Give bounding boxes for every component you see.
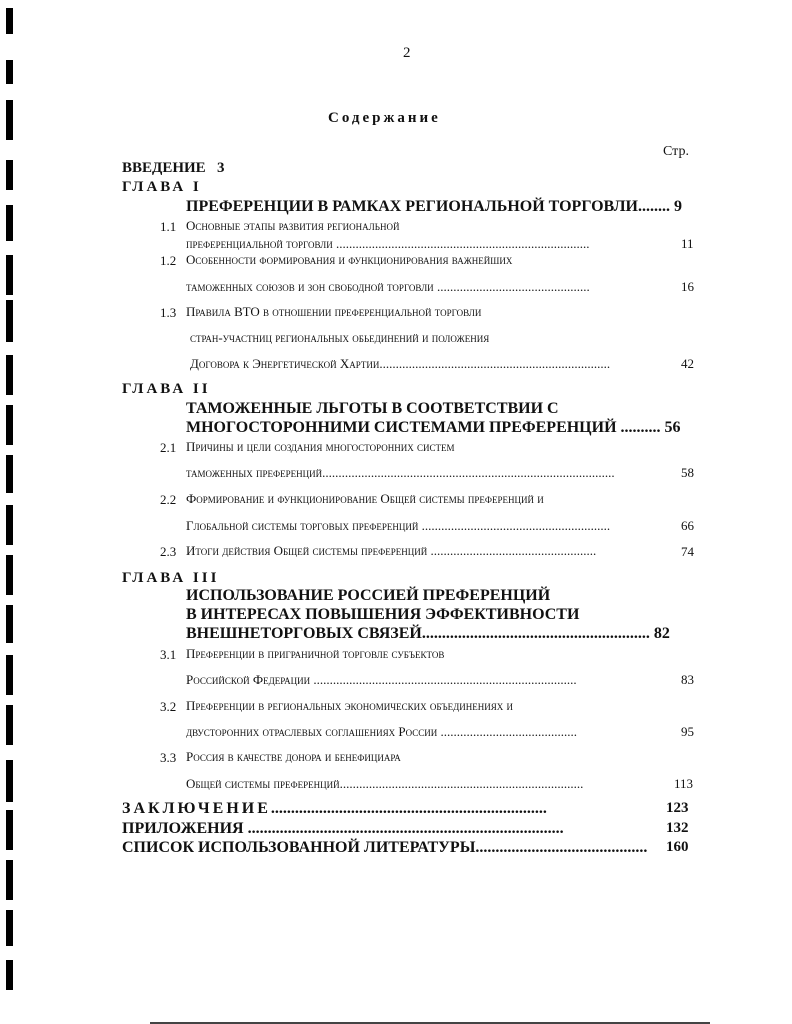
section-3-3-page: 113	[674, 776, 694, 791]
chapter3-title-line1: ИСПОЛЬЗОВАНИЕ РОССИЕЙ ПРЕФЕРЕНЦИЙ	[186, 587, 551, 604]
introduction-label: ВВЕДЕНИЕ	[122, 160, 206, 176]
section-3-1-line1: Преференции в приграничной торговле субъектов	[186, 646, 445, 661]
section-1-3-number: 1.3	[160, 305, 177, 320]
section-3-1-text: Российской Федерации	[186, 672, 311, 687]
section-1-2-text: таможенных союзов и зон свободной торговли	[186, 279, 434, 294]
chapter1-title: ПРЕФЕРЕНЦИИ В РАМКАХ РЕГИОНАЛЬНОЙ ТОРГОВЛИ........ 9	[186, 198, 682, 215]
chapter2-label: ГЛАВА II	[122, 381, 211, 397]
chapter2-title-line2: МНОГОСТОРОННИМИ СИСТЕМАМИ ПРЕФЕРЕНЦИЙ .......... 56	[186, 419, 681, 436]
scan-edge	[0, 0, 18, 1024]
section-2-1-number: 2.1	[160, 440, 177, 455]
section-3-3-line2: Общей системы преференций...........................................................................	[186, 776, 584, 791]
chapter2-title-text: МНОГОСТОРОННИМИ СИСТЕМАМИ ПРЕФЕРЕНЦИЙ	[186, 419, 617, 436]
chapter3-title-text: ВНЕШНЕТОРГОВЫХ СВЯЗЕЙ	[186, 625, 422, 642]
chapter1-label: ГЛАВА I	[122, 179, 202, 195]
section-2-2-page: 66	[681, 518, 694, 533]
section-1-3-line3: Договора к Энергетической Хартии.......................................................................	[190, 356, 611, 371]
toc-title: Содержание	[328, 110, 441, 126]
introduction-page: 3	[216, 160, 225, 176]
section-2-2-line2: Глобальной системы торговых преференций ..........................................................	[186, 518, 611, 533]
section-3-1-line2: Российской Федерации .................................................................................	[186, 672, 577, 687]
page-column-label: Стр.	[663, 144, 689, 159]
references-page: 160	[666, 839, 689, 855]
section-2-1-page: 58	[681, 465, 694, 480]
section-3-2-number: 3.2	[160, 699, 177, 714]
chapter2-page: 56	[664, 419, 681, 436]
section-3-2-line1: Преференции в региональных экономических объединениях и	[186, 698, 513, 713]
conclusion-page: 123	[666, 800, 689, 816]
conclusion-label: ЗАКЛЮЧЕНИЕ	[122, 800, 271, 817]
chapter3-title-line3: ВНЕШНЕТОРГОВЫХ СВЯЗЕЙ......................................................... 82	[186, 625, 670, 642]
section-2-3-page: 74	[681, 544, 694, 559]
section-2-3-line1: Итоги действия Общей системы преференций ...................................................	[186, 543, 597, 558]
chapter3-page: 82	[653, 625, 670, 642]
section-3-3-line1: Россия в качестве донора и бенефициара	[186, 749, 401, 764]
section-2-2-line1: Формирование и функционирование Общей системы преференций и	[186, 491, 544, 506]
section-1-1-line2: преференциальной торговли ..............................................................................	[186, 236, 590, 251]
toc-entry-references: СПИСОК ИСПОЛЬЗОВАННОЙ ЛИТЕРАТУРЫ...........................................	[122, 839, 648, 856]
section-2-2-number: 2.2	[160, 492, 177, 507]
section-2-1-line2: таможенных преференций..........................................................................................	[186, 465, 615, 480]
section-1-3-line1: Правила ВТО в отношении преференциальной торговли	[186, 304, 482, 319]
section-1-3-page: 42	[681, 356, 694, 371]
chapter2-title-line1: ТАМОЖЕННЫЕ ЛЬГОТЫ В СООТВЕТСТВИИ С	[186, 400, 559, 417]
section-3-3-number: 3.3	[160, 750, 177, 765]
chapter3-title-line2: В ИНТЕРЕСАХ ПОВЫШЕНИЯ ЭФФЕКТИВНОСТИ	[186, 606, 580, 623]
section-2-3-text: Итоги действия Общей системы преференций	[186, 543, 428, 558]
chapter3-label: ГЛАВА III	[122, 570, 220, 586]
section-3-1-page: 83	[681, 672, 694, 687]
section-3-2-page: 95	[681, 724, 694, 739]
section-3-1-number: 3.1	[160, 647, 177, 662]
page-number: 2	[403, 45, 411, 61]
toc-entry-conclusion: ЗАКЛЮЧЕНИЕ.....................................................................	[122, 800, 547, 817]
section-1-2-number: 1.2	[160, 253, 177, 268]
references-label: СПИСОК ИСПОЛЬЗОВАННОЙ ЛИТЕРАТУРЫ	[122, 839, 476, 856]
section-1-2-page: 16	[681, 279, 694, 294]
toc-entry-appendix: ПРИЛОЖЕНИЯ ...............................................................................	[122, 820, 564, 837]
section-1-1-line1: Основные этапы развития региональной	[186, 218, 400, 233]
section-2-2-text: Глобальной системы торговых преференций	[186, 518, 419, 533]
section-2-1-line1: Причины и цели создания многосторонних систем	[186, 439, 455, 454]
chapter1-title-text: ПРЕФЕРЕНЦИИ В РАМКАХ РЕГИОНАЛЬНОЙ ТОРГОВЛИ	[186, 198, 638, 215]
appendix-page: 132	[666, 820, 689, 836]
section-3-3-text: Общей системы преференций	[186, 776, 340, 791]
section-1-2-line2: таможенных союзов и зон свободной торговли ...............................................	[186, 279, 590, 294]
chapter1-page: 9	[673, 198, 682, 215]
section-1-1-number: 1.1	[160, 219, 177, 234]
toc-entry-introduction	[122, 160, 224, 177]
section-1-3-text: Договора к Энергетической Хартии	[190, 356, 380, 371]
section-2-1-text: таможенных преференций	[186, 465, 323, 480]
section-1-3-line2: стран-участниц региональных обьединений и положения	[190, 330, 490, 345]
section-3-2-line2: двусторонних отраслевых соглашениях России ..........................................	[186, 724, 577, 739]
section-1-1-text: преференциальной торговли	[186, 236, 333, 251]
section-3-2-text: двусторонних отраслевых соглашениях России	[186, 724, 438, 739]
section-2-3-number: 2.3	[160, 544, 177, 559]
section-1-1-page: 11	[681, 236, 694, 251]
section-1-2-line1: Особенности формирования и функционирования важнейших	[186, 252, 513, 267]
appendix-label: ПРИЛОЖЕНИЯ	[122, 820, 244, 837]
